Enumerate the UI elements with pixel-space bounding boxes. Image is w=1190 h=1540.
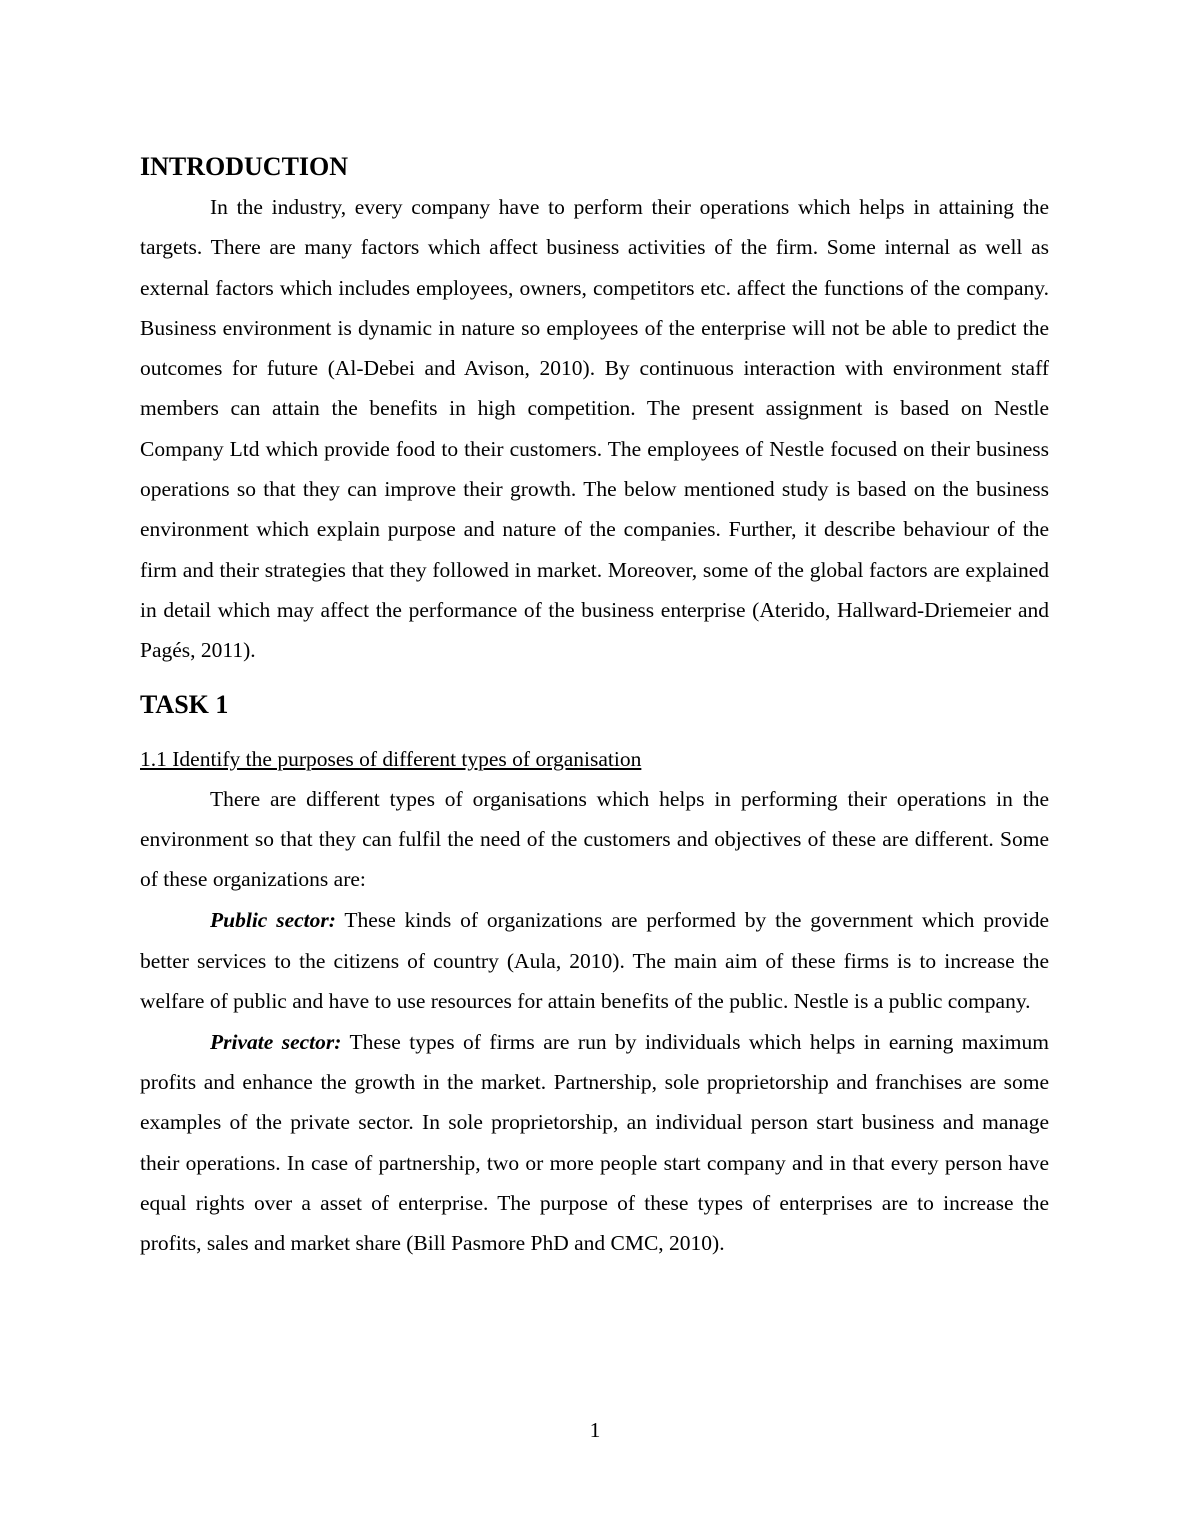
private-sector-term: Private sector:: [210, 1029, 342, 1054]
page-number: 1: [589, 1418, 601, 1442]
page-content: [140, 147, 1049, 1263]
task1-heading: TASK 1: [140, 689, 229, 719]
private-sector-paragraph: [140, 1022, 1049, 1264]
introduction-paragraph: In the industry, every company have to perform their operations which helps in attaining the targets. There are many factors which affect business activities of the firm. Some internal as well as external factors which includes employees, owners, competitors etc. affect the functions of the company. Business environment is dynamic in nature so employees of the enterprise will not be able to predict the outcomes for future (Al-Debei and Avison, 2010). By continuous interaction with environment staff members can attain the benefits in high competition. The present assignment is based on Nestle Company Ltd which provide food to their customers. The employees of Nestle focused on their business operations so that they can improve their growth. The below mentioned study is based on the business environment which explain purpose and nature of the companies. Further, it describe behaviour of the firm and their strategies that they followed in market. Moreover, some of the global factors are explained in detail which may affect the performance of the business enterprise (Aterido, Hallward-Driemeier and Pagés, 2011).: [140, 195, 1049, 663]
private-sector-text: These types of firms are run by individuals which helps in earning maximum profits and enhance the growth in the market. Partnership, sole proprietorship and franchises are some examples of the private sector. In sole proprietorship, an individual person start business and manage their operations. In case of partnership, two or more people start company and in that every person have equal rights over a asset of enterprise. The purpose of these types of enterprises are to increase the profits, sales and market share (Bill Pasmore PhD and CMC, 2010).: [140, 1029, 1049, 1256]
public-sector-text: These kinds of organizations are performed by the government which provide better services to the citizens of country (Aula, 2010). The main aim of these firms is to increase the welfare of public and have to use resources for attain benefits of the public. Nestle is a public company.: [140, 908, 1049, 1013]
task1-subheading: 1.1 Identify the purposes of different types of organisation: [140, 746, 642, 771]
introduction-heading: INTRODUCTION: [140, 152, 349, 181]
public-sector-term: Public sector:: [210, 908, 336, 933]
task1-intro-paragraph: There are different types of organisations which helps in performing their operations in the environment so that they can fulfil the need of the customers and objectives of these are different. Some of these organizations are:: [140, 786, 1049, 892]
public-sector-paragraph: [140, 900, 1049, 1021]
